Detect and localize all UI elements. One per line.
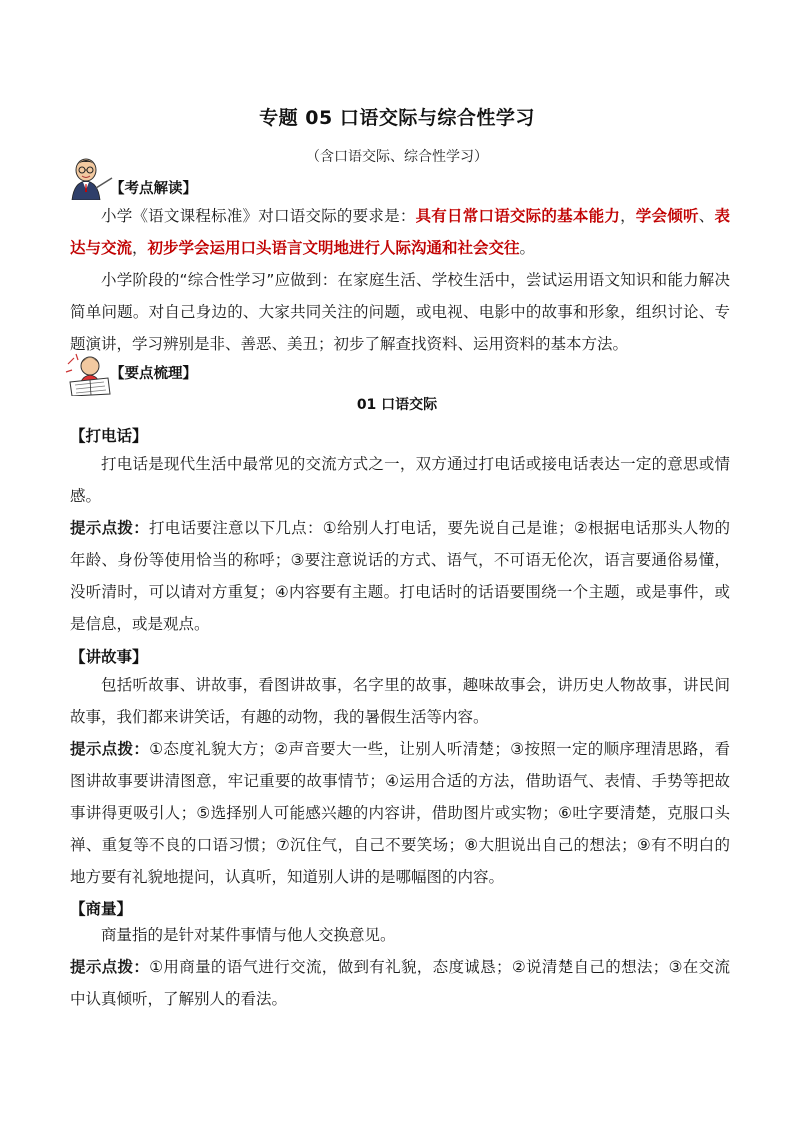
kaodian-paragraph-2: 小学阶段的“综合性学习”应做到：在家庭生活、学校生活中，尝试运用语文知识和能力解决简单问题。对自己身边的、大家共同关注的问题，或电视、电影中的故事和形象，组织讨论、专题演讲，学习辨别是非、善恶、美丑；初步了解查找资料、运用资料的基本方法。 [70,271,730,353]
section-body-story: 包括听故事、讲故事，看图讲故事，名字里的故事，趣味故事会，讲历史人物故事，讲民间故事，我们都来讲笑话，有趣的动物，我的暑假生活等内容。 [70,676,730,726]
sub-heading-oral: 01 口语交际 [356,397,438,413]
teacher-icon [66,156,114,200]
page-subtitle: （含口语交际、综合性学习） [306,149,488,165]
tip-text: ①用商量的语气进行交流，做到有礼貌，态度诚恳；②说清楚自己的想法；③在交流中认真倾听，了解别人的看法。 [70,958,730,1008]
tip-text: ①态度礼貌大方；②声音要大一些，让别人听清楚；③按照一定的顺序理清思路，看图讲故事要讲清图意，牢记重要的故事情节；④运用合适的方法，借助语气、表情、手势等把故事讲得更吸引人；⑤选择别人可能感兴趣的内容讲，借助图片或实物；⑥吐字要清楚，克服口头禅、重复等不良的口语习惯；⑦沉住气，自己不要笑场；⑧大胆说出自己的想法；⑨有不明白的地方要有礼貌地提问，认真听，知道别人讲的是哪幅图的内容。 [70,740,730,886]
tip-label: 提示点拨： [70,740,150,758]
student-reading-icon [64,352,114,396]
kaodian-tag: 【考点解读】 [110,181,197,197]
punct: 、 [698,207,715,225]
section-body-discuss: 商量指的是针对某件事情与他人交换意见。 [101,926,396,944]
tip-text: 打电话要注意以下几点：①给别人打电话，要先说自己是谁；②根据电话那头人物的年龄、身份等使用恰当的称呼；③要注意说话的方式、语气，不可语无伦次，语言要通俗易懂，没听清时，可以请对方重复；④内容要有主题。打电话时的话语要围绕一个主题，或是事件，或是信息，或是观点。 [70,519,730,633]
kaodian-paragraph-1 [70,200,730,264]
punct: ， [620,207,636,225]
section-tip-phone [70,512,730,640]
kaodian-text: 小学《语文课程标准》对口语交际的要求是： [101,207,416,225]
highlight-text: 表达与交流 [70,207,730,257]
section-tip-story [70,733,730,893]
highlight-text: 具有日常口语交际的基本能力 [415,207,621,225]
punct: 。 [519,239,536,257]
section-tip-discuss [70,951,730,1015]
page-title: 专题 05 口语交际与综合性学习 [259,107,535,129]
tip-label: 提示点拨： [70,519,149,537]
section-head-phone: 【打电话】 [70,427,148,445]
section-body-phone: 打电话是现代生活中最常见的交流方式之一，双方通过打电话或接电话表达一定的意思或情感。 [70,455,730,505]
section-head-discuss: 【商量】 [70,900,133,918]
section-head-story: 【讲故事】 [70,648,148,666]
punct: ， [132,239,148,257]
yaodian-tag: 【要点梳理】 [110,366,197,382]
tip-label: 提示点拨： [70,958,150,976]
highlight-text: 初步学会运用口头语言文明地进行人际沟通和社会交往 [147,239,520,257]
highlight-text: 学会倾听 [635,207,699,225]
